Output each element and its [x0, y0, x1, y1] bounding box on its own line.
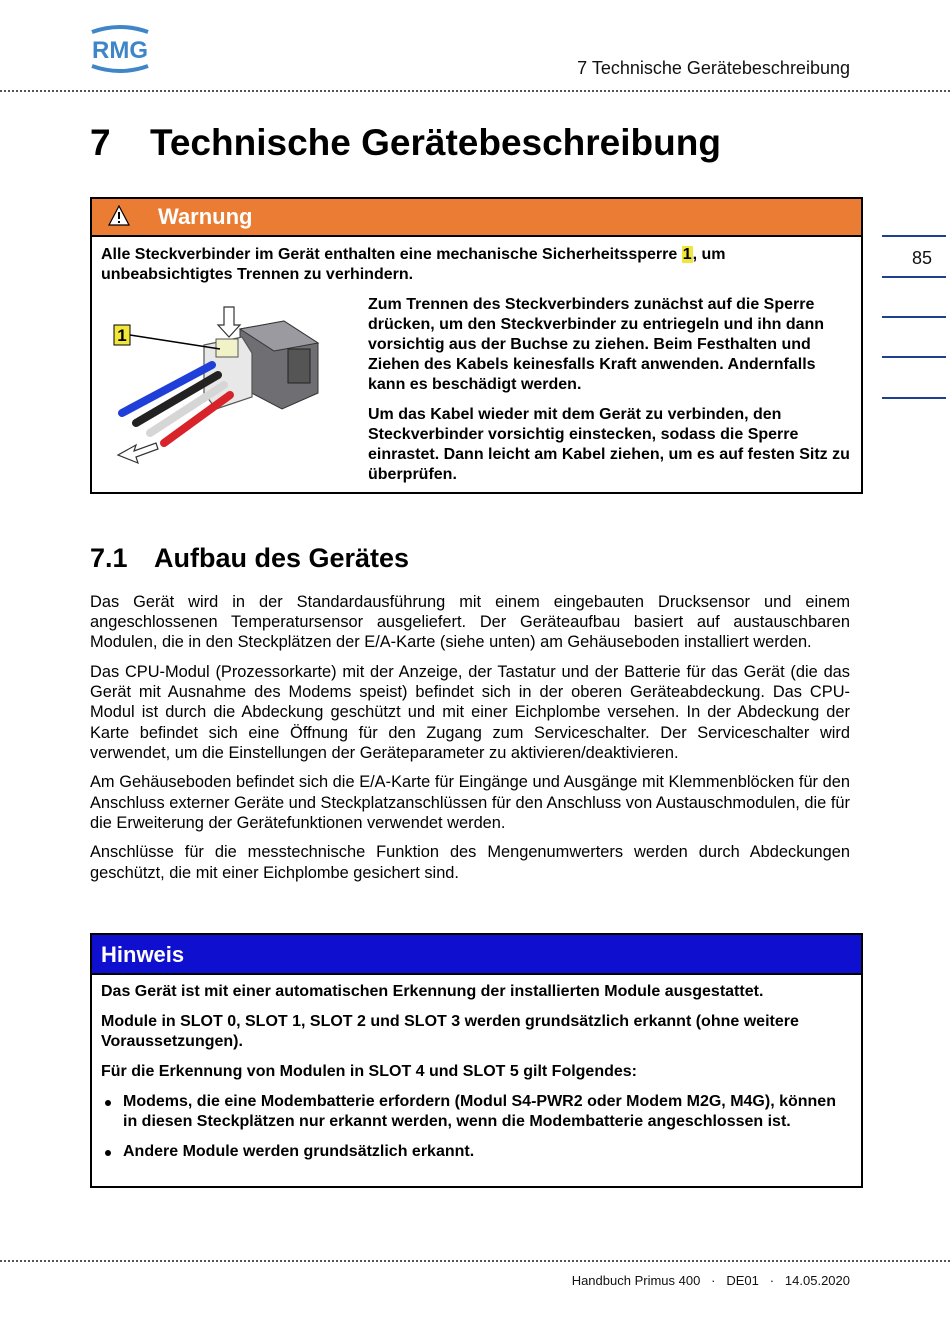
connector-illustration — [112, 293, 342, 473]
chapter-number: 7 — [90, 122, 111, 163]
chapter-title — [90, 122, 721, 164]
footer-manual: Handbuch Primus 400 — [571, 1273, 701, 1288]
hint-box — [90, 933, 863, 1188]
warning-instructions — [368, 295, 852, 495]
footer-separator: · — [769, 1273, 775, 1288]
section-number: 7.1 — [90, 543, 128, 573]
section-title — [90, 543, 409, 574]
logo-text: RMG — [92, 37, 148, 64]
side-rule — [882, 356, 946, 358]
running-header-title: 7 Technische Gerätebeschreibung — [577, 58, 850, 78]
side-rule — [882, 316, 946, 318]
hint-bullet-item — [101, 1142, 849, 1162]
footer-date: 14.05.2020 — [784, 1273, 850, 1288]
hint-paragraph: Für die Erkennung von Modulen in SLOT 4 und SLOT 5 gilt Folgendes: — [101, 1063, 637, 1080]
warning-lead-text — [101, 245, 851, 285]
warning-triangle-icon — [108, 205, 130, 227]
side-rule — [882, 276, 946, 278]
body-paragraph: Das Gerät wird in der Standardausführung mit einem eingebauten Drucksensor und einem angeschlossenen Temperatursensor ausgeliefert. Der Geräteaufbau basiert auf austauschbaren Modulen, die in den Steckplätzen der E/A-Karte (siehe unten) am Gehäuseboden installiert werden. — [90, 593, 850, 652]
warning-paragraph: Um das Kabel wieder mit dem Gerät zu verbinden, den Steckverbinder vorsichtig einstecken, sodass die Sperre einrastet. Dann leicht am Kabel ziehen, um es auf festen Sitz zu überprüfen. — [368, 406, 850, 483]
hint-bullet-list — [101, 1092, 849, 1162]
chapter-title-text: Technische Gerätebeschreibung — [150, 122, 721, 163]
body-paragraph: Anschlüsse für die messtechnische Funktion des Mengenumwerters werden durch Abdeckungen geschützt, die mit einer Eichplombe gesichert sind. — [90, 843, 850, 882]
section-body — [90, 592, 850, 892]
page-number: 85 — [912, 248, 933, 268]
side-rule — [882, 397, 946, 399]
hint-title: Hinweis — [101, 942, 185, 967]
hint-header — [92, 935, 861, 975]
body-paragraph: Das CPU-Modul (Prozessorkarte) mit der Anzeige, der Tastatur und der Batterie für das Gerät (die das Gerät mit Ausnahme des Modems speist) befindet sich in der oberen Geräteabdeckung. Das CPU-Modul ist durch die Abdeckung geschützt und mit einer Eichplombe versehen. In der Abdeckung der Karte befindet sich eine Öffnung für den Zugang zum Serviceschalter. Der Serviceschalter wird verwendet, um die Einstellungen der Geräteparameter zu aktivieren/deaktivieren. — [90, 663, 850, 762]
header-divider — [0, 90, 950, 92]
body-paragraph: Am Gehäuseboden befindet sich die E/A-Karte für Eingänge und Ausgänge mit Klemmenblöcken für den Anschluss externer Geräte und Steckplatzanschlüssen für den Anschluss von Austauschmodulen, die für die Erweiterung der Gerätefunktionen verwendet werden. — [90, 773, 850, 832]
hint-bullet-item — [101, 1092, 849, 1132]
bullet-icon — [105, 1150, 111, 1156]
figure-callout-label: 1 — [117, 326, 127, 345]
warning-lead-part: Alle Steckverbinder im Gerät enthalten eine mechanische Sicherheitssperre — [101, 246, 682, 263]
warning-paragraph: Zum Trennen des Steckverbinders zunächst auf die Sperre drücken, um den Steckverbinder zu entriegeln und ihn dann vorsichtig aus der Buchse zu ziehen. Beim Festhalten und Ziehen des Kabels keinesfalls Kraft anwenden. Andernfalls kann es beschädigt werden. — [368, 296, 825, 393]
rmg-logo — [88, 22, 152, 78]
footer-divider — [0, 1260, 950, 1262]
warning-box — [90, 197, 863, 494]
footer-separator: · — [711, 1273, 716, 1288]
warning-title: Warnung — [158, 204, 253, 229]
hint-bullet-text: Modems, die eine Modembatterie erfordern (Modul S4-PWR2 oder Modem M2G, M4G), können in diesen Steckplätzen nur erkannt werden, wenn die Modembatterie angeschlossen ist. — [123, 1093, 836, 1130]
warning-header — [92, 199, 861, 237]
hint-paragraph: Module in SLOT 0, SLOT 1, SLOT 2 und SLOT 3 werden grundsätzlich erkannt (ohne weitere Voraussetzungen). — [101, 1013, 799, 1050]
footer-edition: DE01 — [726, 1273, 759, 1288]
side-rule — [882, 235, 946, 237]
section-title-text: Aufbau des Gerätes — [154, 543, 410, 573]
hint-paragraph: Das Gerät ist mit einer automatischen Erkennung der installierten Module ausgestattet. — [101, 983, 764, 1000]
footer — [572, 1273, 850, 1288]
callout-ref-1: 1 — [682, 246, 692, 263]
warning-lead-part: , um unbeabsichtigtes Trennen zu verhindern. — [101, 246, 726, 283]
hint-bullet-text: Andere Module werden grundsätzlich erkannt. — [123, 1143, 475, 1160]
hint-body — [101, 982, 849, 1172]
bullet-icon — [105, 1100, 111, 1106]
